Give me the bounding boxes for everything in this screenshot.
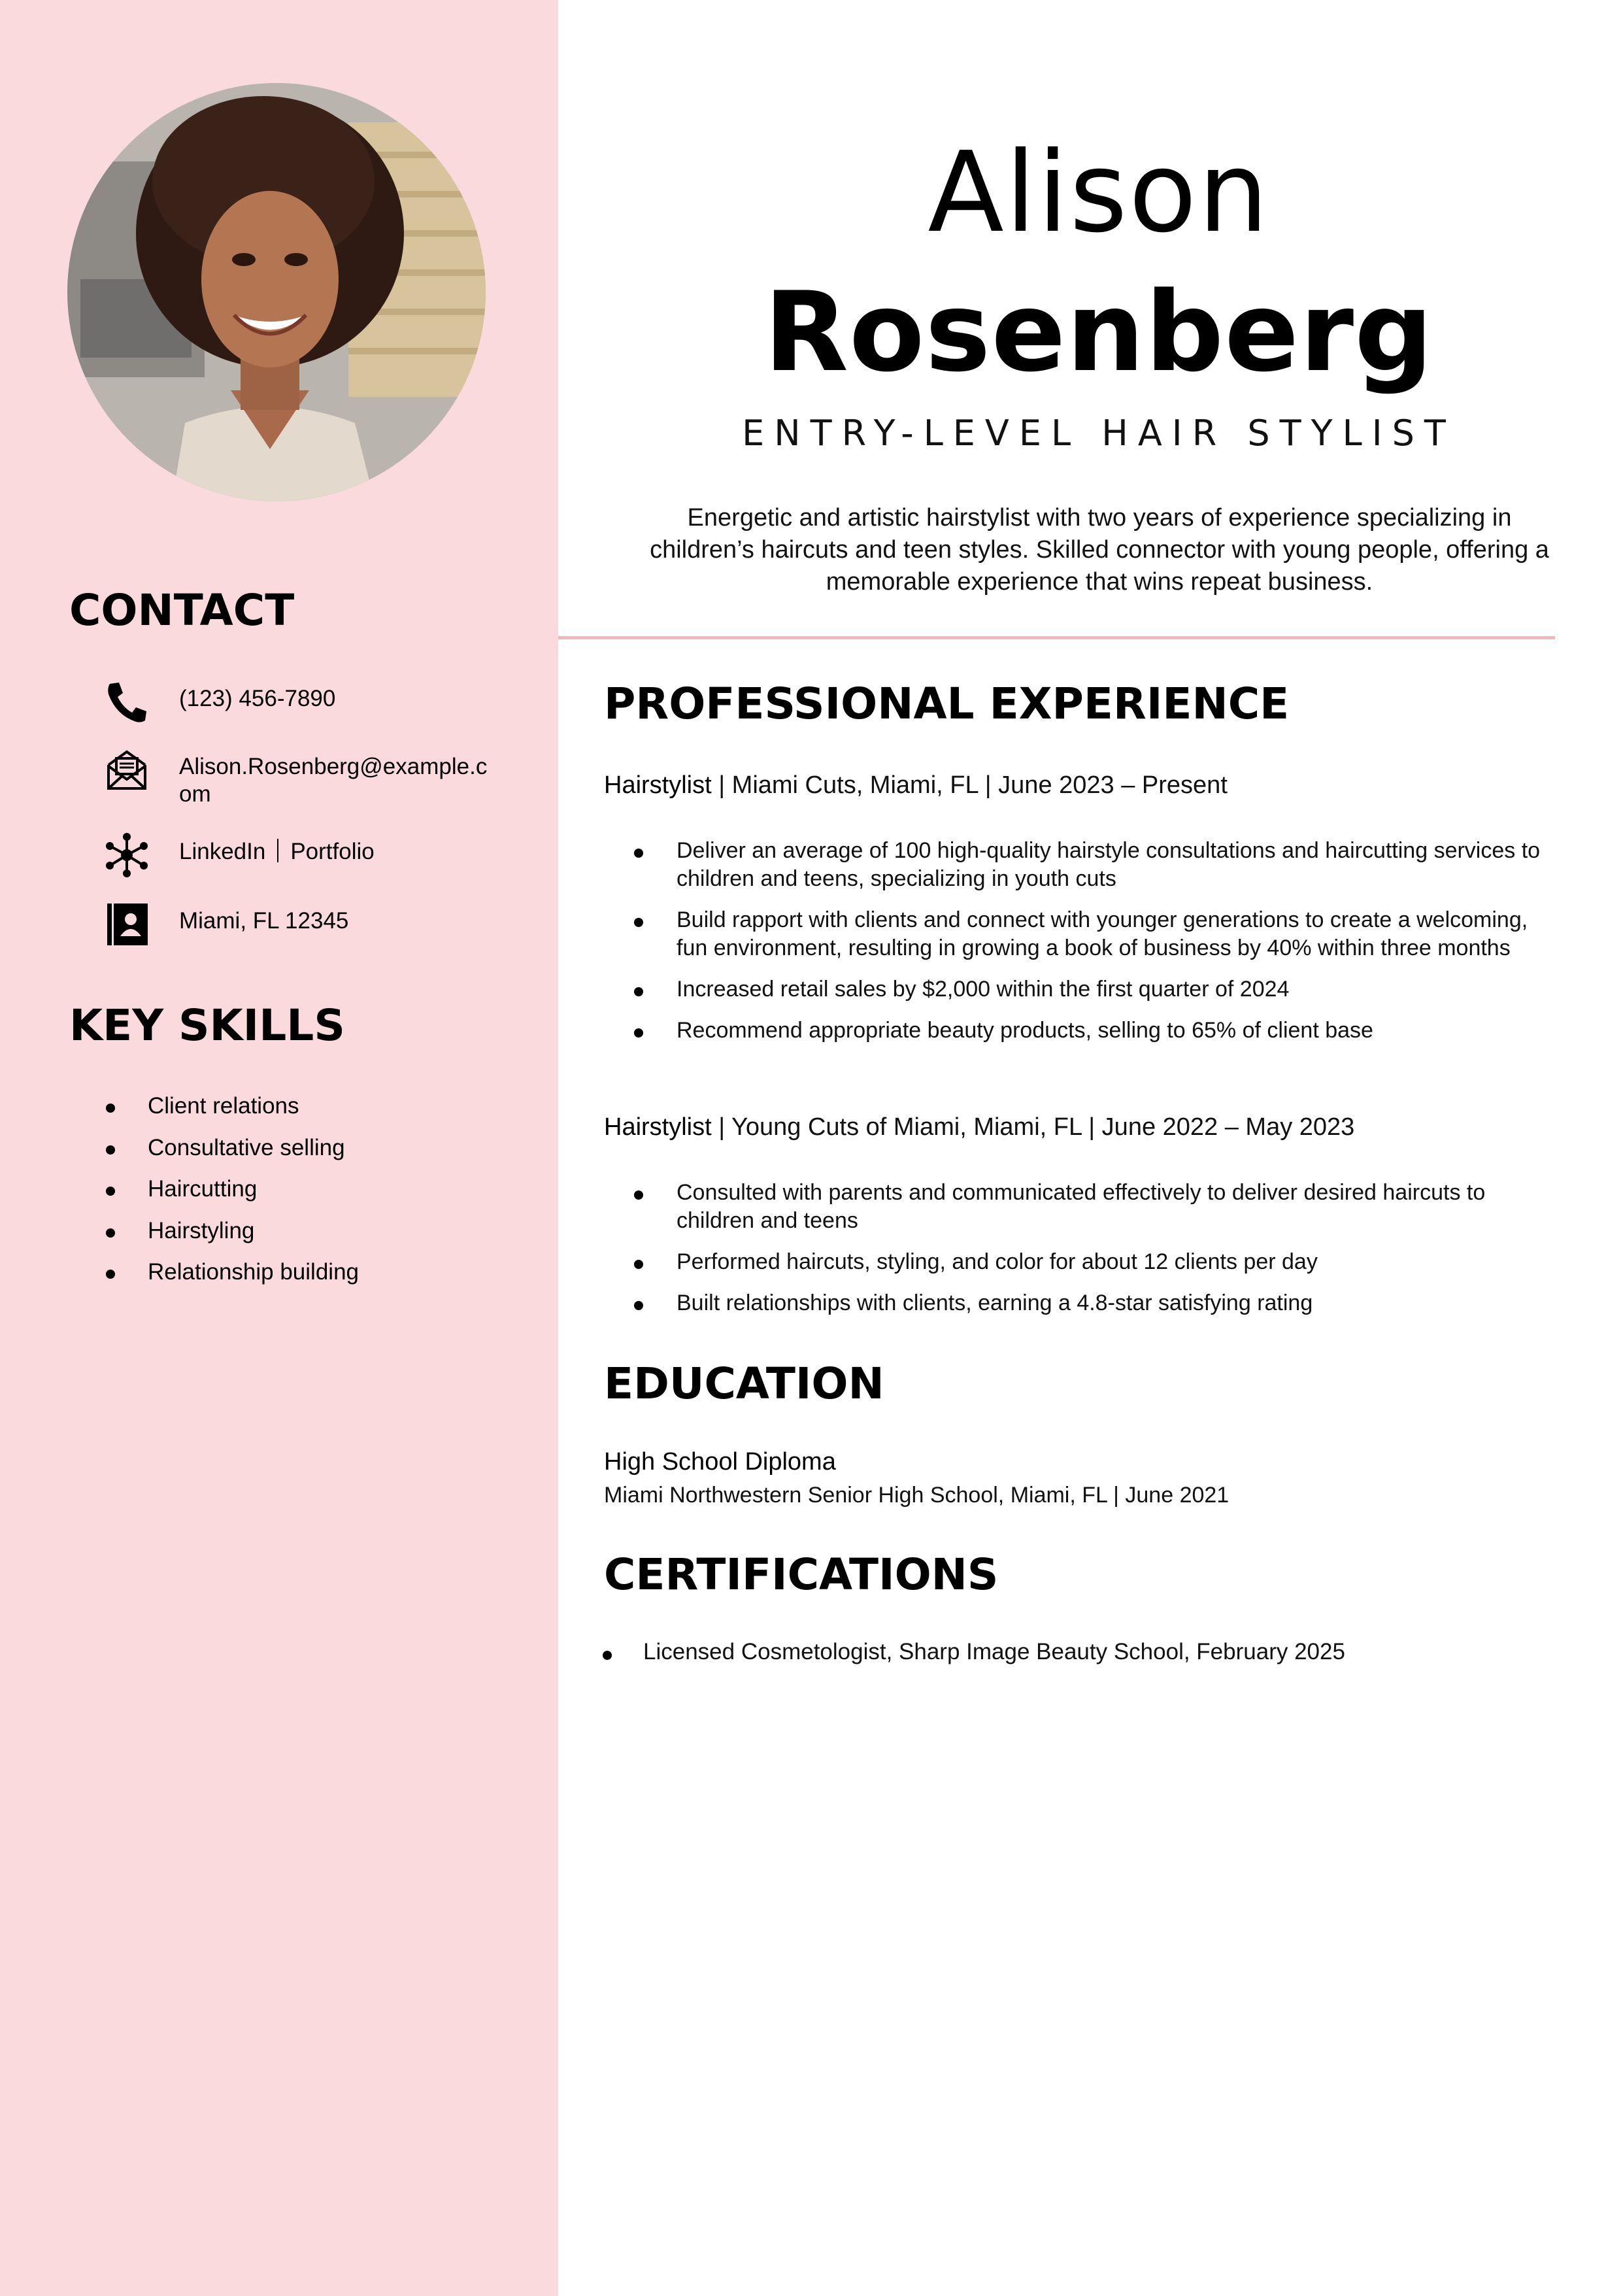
profile-photo — [67, 83, 486, 501]
email-text[interactable]: Alison.Rosenberg@example.com — [179, 754, 488, 807]
job-title-line — [604, 1112, 1354, 1142]
contact-heading: CONTACT — [69, 585, 295, 635]
skill-item: Haircutting — [105, 1168, 359, 1210]
first-name: Alison — [928, 128, 1270, 258]
education-degree: High School Diploma — [604, 1448, 836, 1476]
last-name: Rosenberg — [763, 268, 1434, 396]
phone-icon — [103, 679, 150, 726]
experience-heading: PROFESSIONAL EXPERIENCE — [604, 679, 1290, 729]
bullet-item: Performed haircuts, styling, and color for about 12 clients per day — [633, 1248, 1548, 1276]
skill-item: Consultative selling — [105, 1127, 359, 1169]
bullet-item: Built relationships with clients, earning a 4.8-star satisfying rating — [633, 1289, 1548, 1317]
education-school: Miami Northwestern Senior High School, Miami, FL | June 2021 — [604, 1483, 1230, 1508]
location-text: Miami, FL 12345 — [179, 908, 349, 934]
certifications-heading: CERTIFICATIONS — [604, 1549, 999, 1600]
job-title-line — [604, 770, 1228, 800]
skill-item: Relationship building — [105, 1251, 359, 1293]
skills-heading: KEY SKILLS — [69, 1000, 345, 1051]
certifications-list — [601, 1638, 1345, 1666]
education-heading: EDUCATION — [604, 1359, 884, 1409]
bullet-item: Deliver an average of 100 high-quality hairstyle consultations and haircutting services to children and teens, specializing in youth cuts — [633, 837, 1548, 893]
certification-item: Licensed Cosmetologist, Sharp Image Beauty School, February 2025 — [601, 1638, 1345, 1666]
network-icon — [103, 832, 150, 879]
job-details: | Young Cuts of Miami, Miami, FL | June 2022 – May 2023 — [711, 1113, 1355, 1141]
bullet-item: Increased retail sales by $2,000 within the first quarter of 2024 — [633, 975, 1548, 1004]
address-book-icon — [103, 901, 150, 948]
job-bullets — [633, 1179, 1548, 1330]
link-separator — [277, 839, 278, 862]
envelope-icon — [103, 747, 150, 794]
section-divider — [558, 636, 1555, 639]
skills-list — [105, 1085, 359, 1293]
job-title: ENTRY-LEVEL HAIR STYLIST — [742, 413, 1456, 454]
contact-phone — [103, 679, 522, 731]
job-details: | Miami Cuts, Miami, FL | June 2023 – Present — [711, 771, 1228, 799]
bullet-item: Consulted with parents and communicated effectively to deliver desired haircuts to children and teens — [633, 1179, 1548, 1235]
job-bullets — [633, 837, 1548, 1058]
portfolio-link[interactable]: Portfolio — [290, 839, 375, 864]
bullet-item: Recommend appropriate beauty products, selling to 65% of client base — [633, 1017, 1548, 1045]
linkedin-link[interactable]: LinkedIn — [179, 839, 266, 864]
contact-location — [103, 901, 522, 953]
skill-item: Hairstyling — [105, 1210, 359, 1252]
contact-email — [103, 747, 522, 807]
contact-links — [103, 832, 522, 884]
job-role: Hairstylist — [604, 771, 712, 799]
summary: Energetic and artistic hairstylist with two years of experience specializing in children’s haircuts and teen styles. Skilled connector with young people, offering a memorable experience that wins repeat business. — [650, 504, 1549, 596]
phone-text[interactable]: (123) 456-7890 — [179, 686, 336, 711]
bullet-item: Build rapport with clients and connect with younger generations to create a welcoming, fun environment, resulting in growing a book of business by 40% within three months — [633, 906, 1548, 962]
job-role: Hairstylist — [604, 1113, 712, 1141]
skill-item: Client relations — [105, 1085, 359, 1127]
